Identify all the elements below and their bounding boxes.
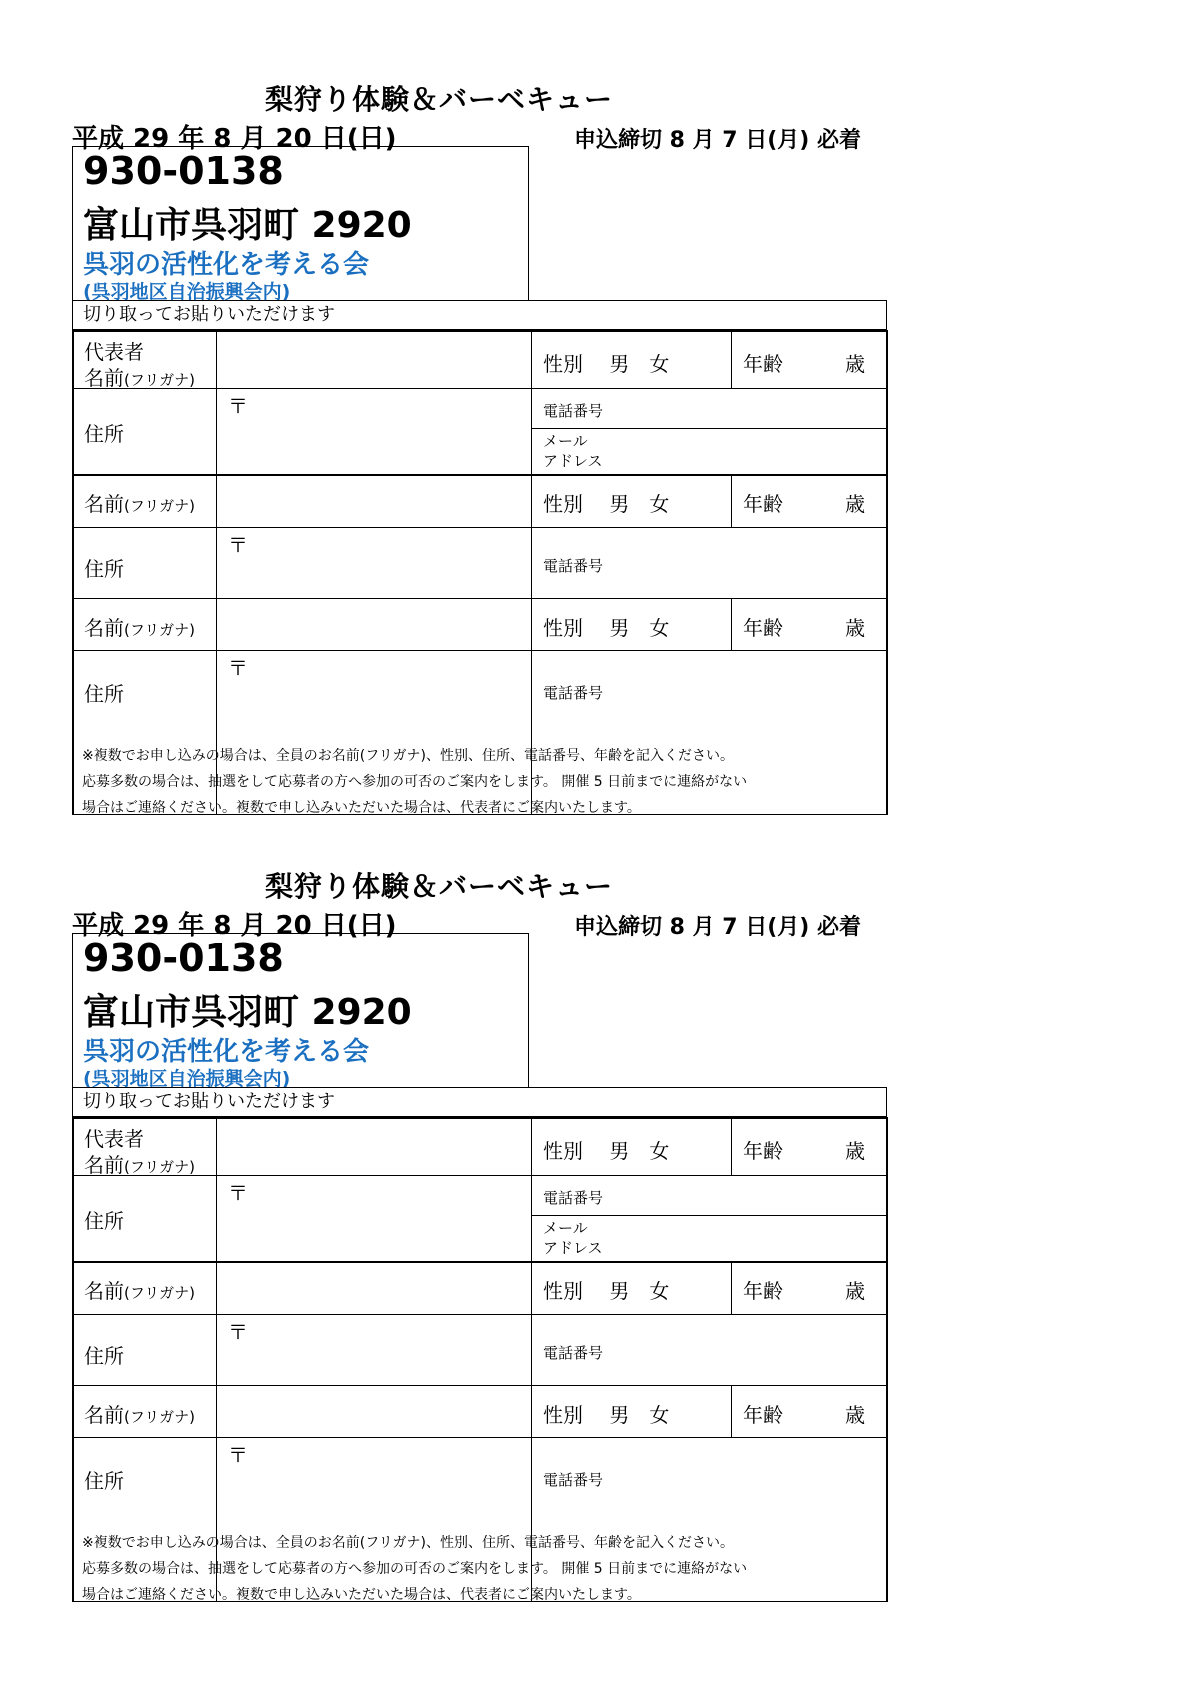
phone-label: 電話番号 (543, 684, 604, 702)
table-border (72, 474, 887, 476)
name-label (84, 362, 195, 391)
table-border (72, 475, 74, 815)
postal-code: 930-0138 (83, 149, 284, 193)
postal-mark: 〒 (228, 1181, 248, 1205)
address-label: 住所 (84, 682, 124, 706)
address-label: 住所 (84, 1469, 124, 1493)
phone-label: 電話番号 (543, 402, 604, 420)
table-border (216, 330, 217, 815)
age-label: 年齢 (743, 352, 783, 376)
table-border (72, 1261, 887, 1263)
note-line-3: 場合はご連絡ください。複数で申し込みいただいた場合は、代表者にご案内いたします。 (82, 800, 641, 816)
mailing-address: 富山市呉羽町 2920 (83, 205, 412, 246)
table-border (531, 428, 887, 429)
organization-sub: (呉羽地区自治振興会内) (83, 281, 291, 303)
event-date: 平成 29 年 8 月 20 日(日) (72, 911, 397, 941)
name-text: 名前 (84, 1403, 124, 1427)
mailing-label (72, 146, 529, 301)
table-border (72, 650, 887, 651)
organization-sub: (呉羽地区自治振興会内) (83, 1068, 291, 1090)
age-label: 年齢 (743, 1279, 783, 1303)
table-border (731, 598, 732, 650)
gender-label: 性別 男 女 (543, 352, 670, 376)
application-form (0, 78, 1191, 858)
email-label-2: アドレス (543, 452, 603, 470)
name-label (84, 612, 195, 641)
note-line-1: ※複数でお申し込みの場合は、全員のお名前(フリガナ)、性別、住所、電話番号、年齢を記入ください。 (82, 748, 734, 764)
table-border (72, 527, 887, 528)
gender-label: 性別 男 女 (543, 1403, 670, 1427)
name-text: 名前 (84, 1153, 124, 1177)
representative-label: 代表者 (84, 1127, 144, 1151)
table-border (531, 1117, 532, 1602)
table-border (72, 1385, 887, 1386)
postal-mark: 〒 (228, 1320, 248, 1344)
phone-label: 電話番号 (543, 1344, 604, 1362)
furigana-text: (フリガナ) (124, 1284, 195, 1302)
furigana-text: (フリガナ) (124, 371, 195, 389)
table-border (72, 330, 74, 475)
email-label: メール (543, 1219, 588, 1237)
table-border (72, 1117, 74, 1262)
name-label (84, 488, 195, 517)
table-border (731, 1262, 732, 1314)
table-border (731, 475, 732, 527)
table-border (886, 1117, 888, 1602)
deadline: 申込締切 8 月 7 日(月) 必着 (574, 128, 862, 153)
gender-label: 性別 男 女 (543, 1279, 670, 1303)
table-border (72, 330, 887, 332)
furigana-text: (フリガナ) (124, 1408, 195, 1426)
age-label: 年齢 (743, 616, 783, 640)
application-form (0, 865, 1191, 1645)
note-line-2: 応募多数の場合は、抽選をして応募者の方へ参加の可否のご案内をします。 開催 5 日前までに連絡がない (82, 1561, 748, 1577)
gender-label: 性別 男 女 (543, 492, 670, 516)
table-border (731, 1385, 732, 1437)
furigana-text: (フリガナ) (124, 1158, 195, 1176)
deadline: 申込締切 8 月 7 日(月) 必着 (574, 915, 862, 940)
furigana-text: (フリガナ) (124, 621, 195, 639)
email-label: メール (543, 432, 588, 450)
name-label (84, 1399, 195, 1428)
phone-label: 電話番号 (543, 1471, 604, 1489)
form-title: 梨狩り体験＆バーベキュー (265, 870, 614, 903)
address-label: 住所 (84, 1344, 124, 1368)
representative-label: 代表者 (84, 340, 144, 364)
gender-label: 性別 男 女 (543, 1139, 670, 1163)
event-date: 平成 29 年 8 月 20 日(日) (72, 124, 397, 154)
table-border (731, 330, 732, 388)
form-title: 梨狩り体験＆バーベキュー (265, 83, 614, 116)
email-label-2: アドレス (543, 1239, 603, 1257)
name-label (84, 1275, 195, 1304)
postal-mark: 〒 (228, 1443, 248, 1467)
age-label: 年齢 (743, 492, 783, 516)
address-label: 住所 (84, 422, 124, 446)
name-text: 名前 (84, 1279, 124, 1303)
table-border (72, 1117, 887, 1119)
table-border (531, 330, 532, 815)
postal-mark: 〒 (228, 533, 248, 557)
organization-name: 呉羽の活性化を考える会 (83, 250, 370, 280)
cut-note: 切り取ってお貼りいただけます (72, 1087, 887, 1117)
age-unit: 歳 (845, 352, 865, 376)
gender-label: 性別 男 女 (543, 616, 670, 640)
name-label (84, 1149, 195, 1178)
note-line-2: 応募多数の場合は、抽選をして応募者の方へ参加の可否のご案内をします。 開催 5 日前までに連絡がない (82, 774, 748, 790)
table-border (72, 1262, 74, 1602)
cut-note: 切り取ってお貼りいただけます (72, 300, 887, 330)
mailing-label (72, 933, 529, 1088)
name-text: 名前 (84, 616, 124, 640)
note-line-3: 場合はご連絡ください。複数で申し込みいただいた場合は、代表者にご案内いたします。 (82, 1587, 641, 1603)
table-border (886, 330, 888, 815)
address-label: 住所 (84, 1209, 124, 1233)
table-border (731, 1117, 732, 1175)
postal-mark: 〒 (228, 394, 248, 418)
phone-label: 電話番号 (543, 1189, 604, 1207)
postal-mark: 〒 (228, 656, 248, 680)
organization-name: 呉羽の活性化を考える会 (83, 1037, 370, 1067)
age-unit: 歳 (845, 1279, 865, 1303)
age-unit: 歳 (845, 492, 865, 516)
age-unit: 歳 (845, 616, 865, 640)
age-label: 年齢 (743, 1403, 783, 1427)
table-border (216, 1117, 217, 1602)
age-label: 年齢 (743, 1139, 783, 1163)
furigana-text: (フリガナ) (124, 497, 195, 515)
mailing-address: 富山市呉羽町 2920 (83, 992, 412, 1033)
postal-code: 930-0138 (83, 936, 284, 980)
table-border (72, 1437, 887, 1438)
table-border (72, 598, 887, 599)
table-border (531, 1215, 887, 1216)
address-label: 住所 (84, 557, 124, 581)
age-unit: 歳 (845, 1139, 865, 1163)
age-unit: 歳 (845, 1403, 865, 1427)
table-border (72, 1314, 887, 1315)
note-line-1: ※複数でお申し込みの場合は、全員のお名前(フリガナ)、性別、住所、電話番号、年齢を記入ください。 (82, 1535, 734, 1551)
phone-label: 電話番号 (543, 557, 604, 575)
name-text: 名前 (84, 366, 124, 390)
name-text: 名前 (84, 492, 124, 516)
